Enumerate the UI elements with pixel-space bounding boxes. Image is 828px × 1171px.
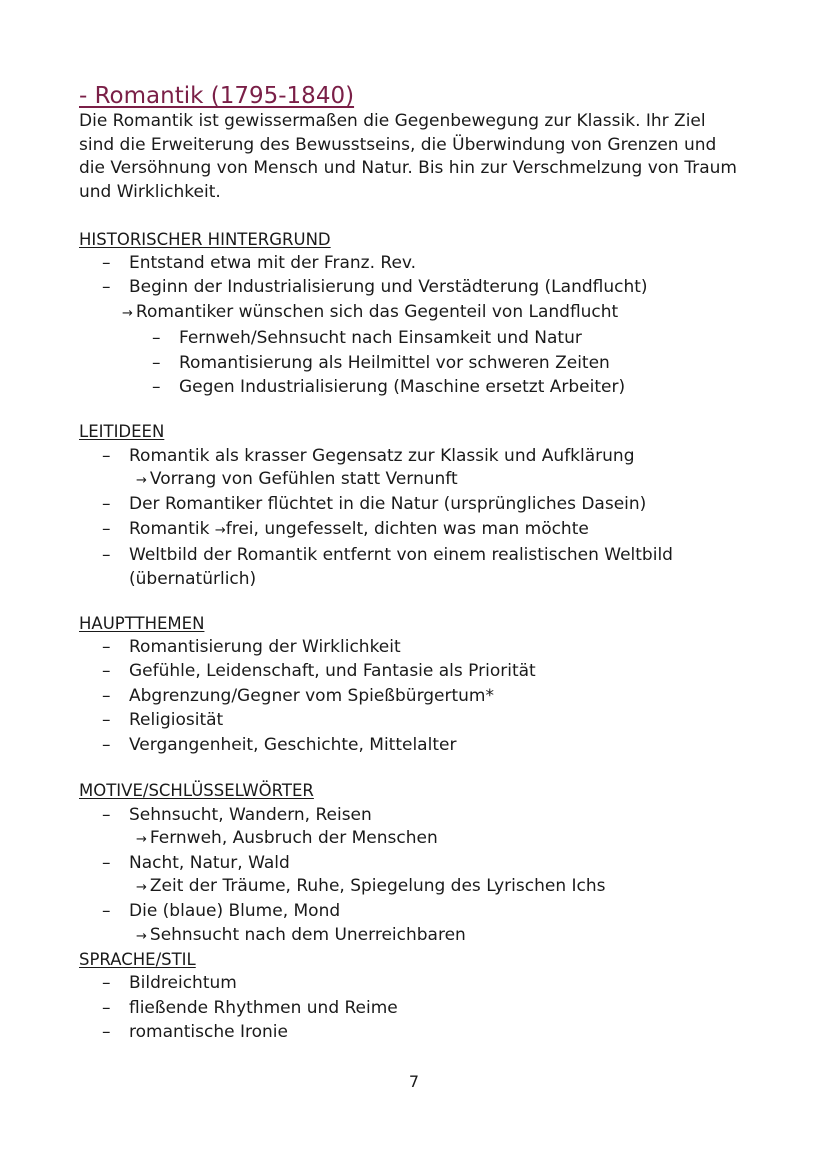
- dash-bullet: –: [102, 734, 111, 755]
- intro-line: Die Romantik ist gewissermaßen die Gegenbewegung zur Klassik. Ihr Ziel: [79, 111, 706, 131]
- dash-bullet: –: [152, 377, 161, 398]
- section-heading: MOTIVE/SCHLÜSSELWÖRTER: [79, 781, 314, 801]
- intro-paragraph: [79, 110, 759, 204]
- list-item: [79, 659, 759, 683]
- list-item-continuation: [79, 568, 759, 590]
- dash-bullet: –: [102, 853, 111, 873]
- list-item-text: Entstand etwa mit der Franz. Rev.: [129, 253, 417, 273]
- dash-bullet: –: [102, 253, 111, 273]
- dash-bullet: –: [102, 997, 111, 1018]
- section-motive: [79, 779, 759, 948]
- intro-line: und Wirklichkeit.: [79, 181, 221, 202]
- dash-bullet: –: [102, 494, 111, 515]
- arrow-note: [79, 468, 759, 492]
- section-leitideen: [79, 420, 759, 589]
- list-item-text: Sehnsucht, Wandern, Reisen: [129, 804, 372, 825]
- section-hauptthemen: [79, 612, 759, 758]
- arrow-right-icon: →: [136, 928, 147, 944]
- list-item-text: Romantisierung als Heilmittel vor schweren Zeiten: [179, 352, 610, 373]
- list-item-text: Romantisierung der Wirklichkeit: [129, 637, 401, 658]
- list-item: [79, 444, 759, 468]
- dash-bullet: –: [102, 1022, 111, 1043]
- arrow-note: [79, 827, 759, 851]
- inline-arrow-text: frei, ungefesselt, dichten was man möchte: [225, 518, 589, 539]
- arrow-right-icon: →: [122, 305, 133, 321]
- arrow-note-text: Sehnsucht nach dem Unerreichbaren: [149, 924, 466, 945]
- dash-bullet: –: [102, 661, 111, 682]
- list-item-text: Nacht, Natur, Wald: [129, 853, 290, 873]
- list-item: [79, 635, 759, 659]
- list-item-text: Gegen Industrialisierung (Maschine ersetzt Arbeiter): [179, 377, 626, 398]
- list-item: [79, 899, 759, 923]
- list-item-text: Der Romantiker flüchtet in die Natur (ursprüngliches Dasein): [129, 494, 647, 515]
- list-item: [79, 851, 759, 875]
- list-item: [79, 275, 759, 299]
- dash-bullet: –: [102, 637, 111, 658]
- section-sprache-stil: [79, 948, 759, 1045]
- arrow-note: [79, 300, 759, 326]
- list-item-text: Gefühle, Leidenschaft, und Fantasie als Priorität: [129, 661, 536, 682]
- arrow-note-text: Romantiker wünschen sich das Gegenteil von Landflucht: [135, 301, 619, 322]
- dash-bullet: –: [152, 328, 161, 349]
- list-item: [79, 971, 759, 995]
- continuation-text: (übernatürlich): [129, 568, 257, 589]
- dash-bullet: –: [102, 973, 111, 994]
- list-item: [79, 543, 759, 567]
- dash-bullet: –: [102, 277, 111, 298]
- dash-bullet: –: [102, 518, 111, 539]
- dash-bullet: –: [102, 804, 111, 825]
- dash-bullet: –: [102, 901, 111, 922]
- document-page: [79, 82, 759, 1045]
- section-heading: LEITIDEEN: [79, 422, 165, 442]
- list-item: [79, 492, 759, 516]
- arrow-right-icon: →: [136, 832, 147, 847]
- list-item: [79, 803, 759, 827]
- sub-list-item: [79, 351, 759, 375]
- list-item: [79, 1020, 759, 1044]
- list-item: [79, 251, 759, 275]
- list-item: [79, 517, 759, 543]
- list-item-text: Weltbild der Romantik entfernt von einem realistischen Weltbild: [129, 545, 673, 566]
- list-item-text: Bildreichtum: [129, 973, 237, 994]
- arrow-right-icon: →: [136, 880, 147, 896]
- sub-list-item: [79, 326, 759, 350]
- dash-bullet: –: [102, 685, 111, 706]
- dash-bullet: –: [102, 545, 111, 566]
- list-item: [79, 996, 759, 1020]
- list-item-text: Abgrenzung/Gegner vom Spießbürgertum*: [129, 685, 494, 706]
- section-heading: HISTORISCHER HINTERGRUND: [79, 229, 331, 249]
- arrow-note-text: Fernweh, Ausbruch der Menschen: [149, 828, 438, 848]
- list-item-text: Romantik als krasser Gegensatz zur Klassik und Aufklärung: [129, 445, 635, 466]
- arrow-note-text: Vorrang von Gefühlen statt Vernunft: [149, 469, 458, 490]
- section-heading: SPRACHE/STIL: [79, 949, 196, 969]
- list-item-text: Die (blaue) Blume, Mond: [129, 901, 341, 922]
- list-item-text: fließende Rhythmen und Reime: [129, 997, 398, 1018]
- arrow-right-icon: →: [214, 522, 226, 538]
- section-heading: HAUPTTHEMEN: [79, 613, 205, 633]
- arrow-note-text: Zeit der Träume, Ruhe, Spiegelung des Lyrischen Ichs: [149, 876, 606, 897]
- list-item: [79, 708, 759, 732]
- arrow-note: [79, 924, 759, 948]
- list-item-text: Romantik: [129, 518, 210, 539]
- arrow-right-icon: →: [136, 473, 147, 489]
- page-number: 7: [408, 1072, 420, 1091]
- list-item-text: Fernweh/Sehnsucht nach Einsamkeit und Natur: [179, 328, 582, 349]
- list-item-text: Religiosität: [129, 710, 224, 731]
- page-title: - Romantik (1795-1840): [79, 83, 355, 109]
- sub-list-item: [79, 375, 759, 399]
- list-item-text: romantische Ironie: [129, 1022, 288, 1043]
- list-item: [79, 684, 759, 708]
- arrow-note: [79, 875, 759, 899]
- intro-line: die Versöhnung von Mensch und Natur. Bis hin zur Verschmelzung von Traum: [79, 158, 737, 178]
- section-historischer-hintergrund: [79, 228, 759, 400]
- dash-bullet: –: [102, 710, 111, 731]
- intro-line: sind die Erweiterung des Bewusstseins, die Überwindung von Grenzen und: [79, 134, 717, 155]
- list-item-text: Vergangenheit, Geschichte, Mittelalter: [129, 734, 457, 755]
- dash-bullet: –: [152, 352, 161, 373]
- dash-bullet: –: [102, 445, 111, 466]
- list-item: [79, 733, 759, 757]
- list-item-text: Beginn der Industrialisierung und Verstädterung (Landflucht): [129, 277, 648, 298]
